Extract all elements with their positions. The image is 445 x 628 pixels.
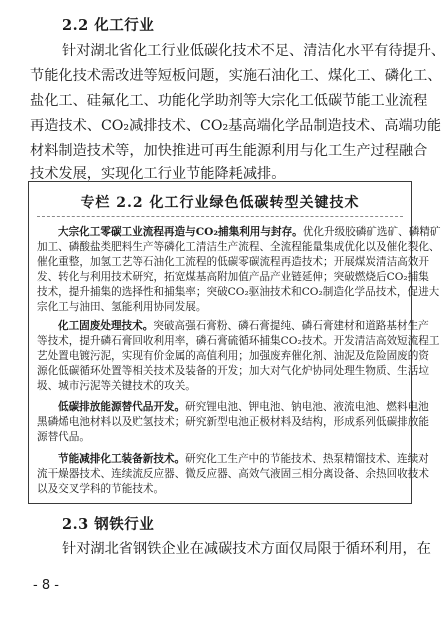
box-item-line: 以及交叉学科的节能技术。 [37, 483, 165, 495]
box-item-line: 宗化工与油田、氢能利用协同发展。 [37, 301, 207, 313]
box-item-text: 优化升级胶磷矿选矿、磷精矿 [302, 226, 441, 238]
box-item-line: 加工、磷酸盐类肥料生产等磷化工清洁生产流程、全流程能量集成优化以及催化裂化、 [37, 241, 440, 253]
box-item-lead: 低碳排放能源替代品开发。 [58, 401, 186, 413]
box-title: 专栏 2.2 化工行业绿色低碳转型关键技术 [80, 195, 360, 211]
box-item-line: 催化重整，加氢工艺等石油化工流程的低碳零碳流程再造技术；开展煤炭清洁高效开 [37, 256, 429, 268]
box-item-text: 研究化工生产中的节能技术、热泵精馏技术、连续对 [185, 453, 429, 465]
box-item-line [58, 319, 429, 333]
paragraph-line: 材料制造技术等，加快推进可再生能源利用与化工生产过程融合 [30, 143, 428, 159]
box-item-line [58, 400, 429, 414]
paragraph-line: 再造技术、CO₂减排技术、CO₂基高端化学品制造技术、高端功能 [30, 118, 442, 134]
box-item-lead: 化工固废处理技术。 [58, 320, 154, 332]
box-item-line: 等技术，提升磷石膏回收利用率，磷石膏硫循环捕集CO₂技术。开发清洁高效短流程工 [37, 335, 440, 347]
box-item-line [58, 452, 429, 466]
paragraph-line: 针对湖北省钢铁企业在减碳技术方面仅局限于循环利用，在 [62, 541, 431, 557]
box-item-line: 技术，提升捕集的选择性和捕集率；突破CO₂驱油技术和CO₂制造化学品技术，促进大 [37, 286, 440, 298]
paragraph-line: 技术发展，实现化工行业节能降耗减排。 [30, 166, 286, 182]
page-number: - 8 - [33, 578, 59, 593]
box-item-line [58, 225, 441, 239]
box-item-lead: 大宗化工零碳工业流程再造与CO₂捕集利用与封存。 [58, 226, 303, 238]
box-item-line: 流干燥器技术、连续流反应器、微反应器、高效气液固三相分离设备、余热回收技术 [37, 468, 429, 480]
box-item-text: 研究锂电池、钾电池、钠电池、液流电池、燃料电池 [185, 401, 429, 413]
section-heading-2-2: 2.2 化工行业 [62, 17, 155, 34]
box-item-lead: 节能减排化工装备新技术。 [58, 453, 186, 465]
box-item-line: 艺处置电镀污泥，实现有价金属的高值利用；加强废弃催化剂、油泥及危险固废的资 [37, 350, 429, 362]
box-item-text: 突破高强石膏粉、磷石膏提纯、磷石膏建材和道路基材生产 [153, 320, 429, 332]
box-item-line: 发、转化与利用技术研究，拓宽煤基高附加值产品产业链延伸；突破燃烧后CO₂捕集 [37, 271, 429, 283]
box-item-line: 圾、城市污泥等关键技术的攻关。 [37, 380, 196, 392]
paragraph-line: 盐化工、硅氟化工、功能化学助剂等大宗化工低碳节能工业流程 [30, 93, 428, 109]
box-item-line: 源替代品。 [37, 431, 90, 443]
box-item-line: 黑磷烯电池材料以及贮氢技术；研究新型电池正极材料及结构，形成系列低碳排放能 [37, 416, 429, 428]
sidebar-box [28, 181, 441, 504]
box-title-divider [37, 216, 403, 217]
section-heading-2-3: 2.3 钢铁行业 [62, 516, 155, 533]
paragraph-line: 针对湖北省化工行业低碳化技术不足、清洁化水平有待提升、 [62, 43, 445, 59]
paragraph-line: 节能化技术需改进等短板问题，实施石油化工、煤化工、磷化工、 [30, 68, 442, 84]
box-item-line: 源化低碳循环处置等相关技术及装备的开发；加大对气化炉协同处理生物质、生活垃 [37, 365, 429, 377]
